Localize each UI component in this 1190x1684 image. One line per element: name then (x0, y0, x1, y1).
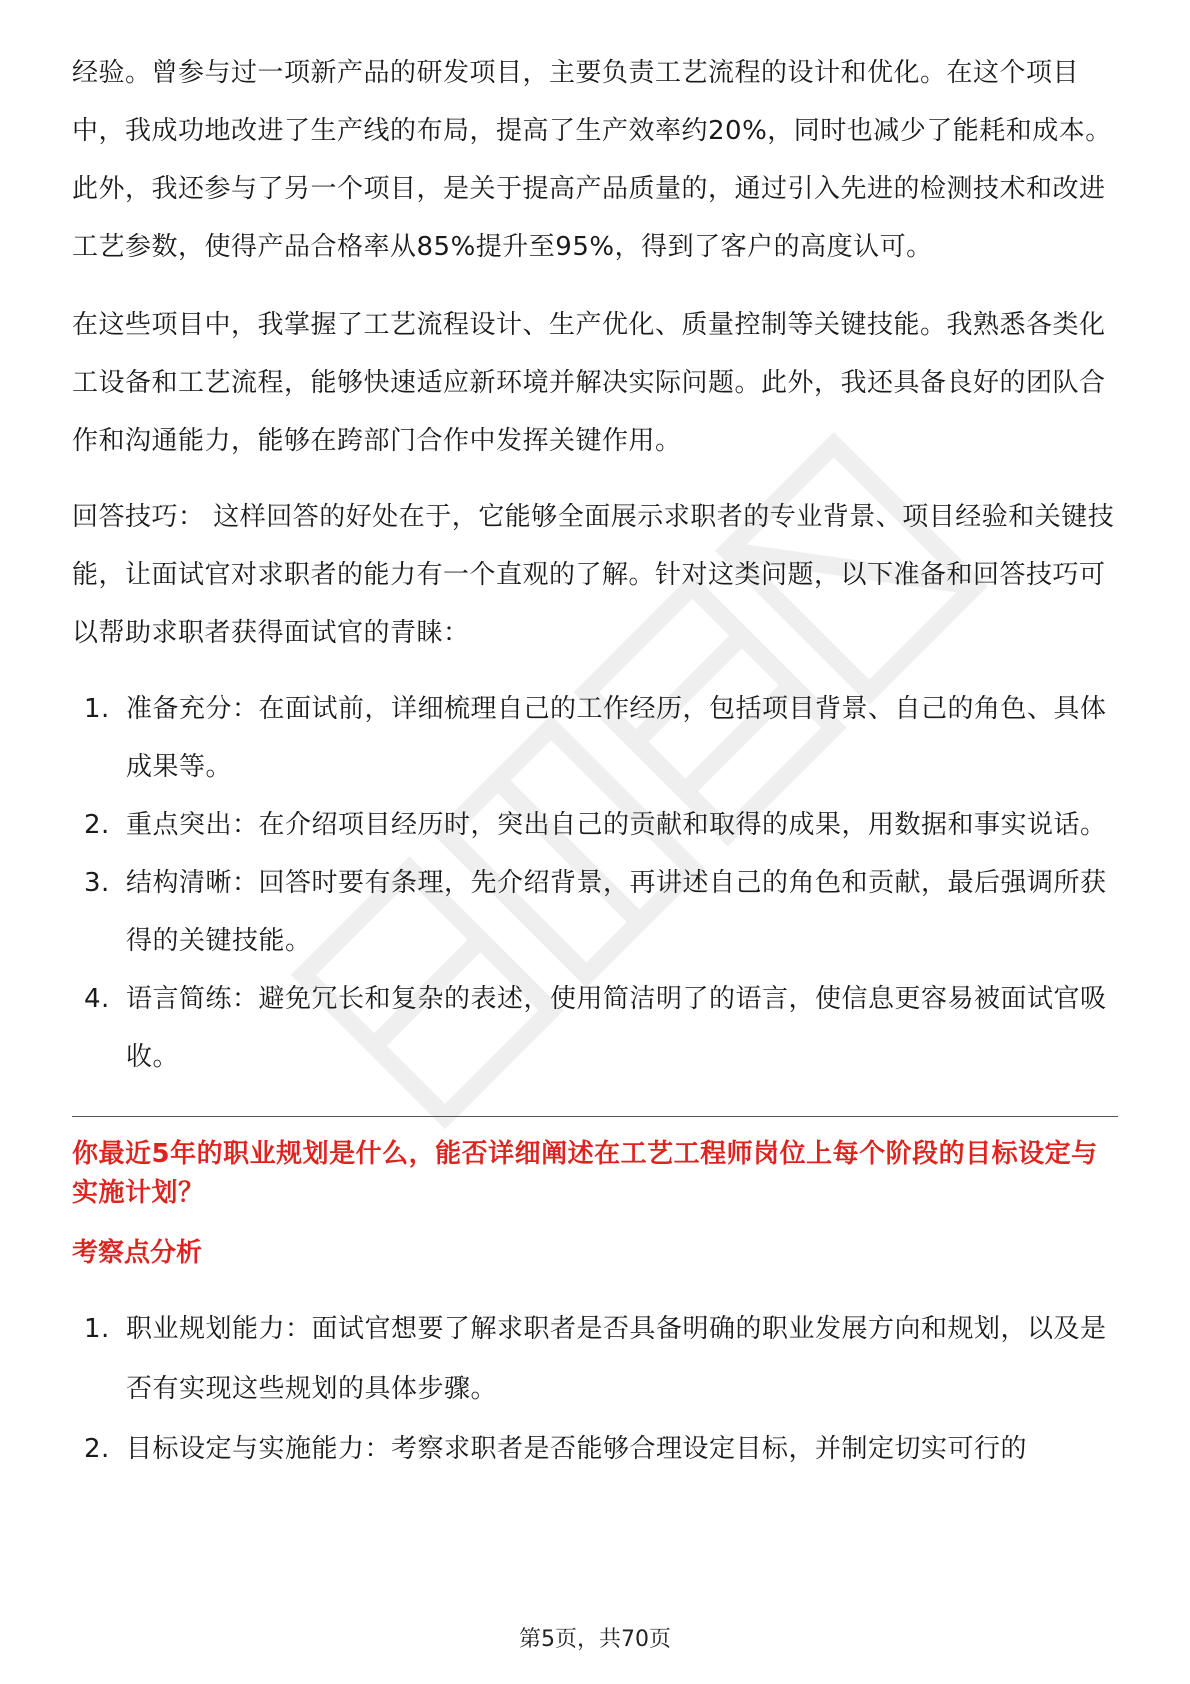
tips-list (72, 680, 1118, 1086)
list-item-number: 2. (84, 1434, 110, 1464)
main-content (72, 44, 1118, 1479)
analysis-points-list (72, 1299, 1118, 1479)
paragraph-project-experience: 经验。曾参与过一项新产品的研发项目，主要负责工艺流程的设计和优化。在这个项目中，我成功地改进了生产线的布局，提高了生产效率约20%，同时也减少了能耗和成本。此外，我还参与了另一个项目，是关于提高产品质量的，通过引入先进的检测技术和改进工艺参数，使得产品合格率从85%提升至95%，得到了客户的高度认可。 (72, 58, 1112, 262)
list-item-number: 2. (84, 810, 110, 840)
page-footer: 第5页，共70页 (519, 1627, 671, 1652)
list-item (72, 854, 1118, 970)
list-item-text: 目标设定与实施能力：考察求职者是否能够合理设定目标，并制定切实可行的 (126, 1434, 1028, 1464)
list-item-number: 3. (84, 868, 110, 898)
analysis-heading: 考察点分析 (72, 1238, 203, 1268)
list-item (72, 1299, 1118, 1419)
question-heading: 你最近5年的职业规划是什么，能否详细阐述在工艺工程师岗位上每个阶段的目标设定与实施计划？ (72, 1139, 1098, 1208)
list-item (72, 1419, 1118, 1479)
list-item (72, 796, 1118, 854)
list-item-text: 语言简练：避免冗长和复杂的表述，使用简洁明了的语言，使信息更容易被面试官吸收。 (126, 984, 1107, 1072)
list-item-text: 重点突出：在介绍项目经历时，突出自己的贡献和取得的成果，用数据和事实说话。 (126, 810, 1107, 840)
list-item-text: 准备充分：在面试前，详细梳理自己的工作经历，包括项目背景、自己的角色、具体成果等。 (126, 694, 1107, 782)
list-item-text: 结构清晰：回答时要有条理，先介绍背景，再讲述自己的角色和贡献，最后强调所获得的关键技能。 (126, 868, 1107, 956)
list-item-number: 1. (84, 694, 110, 724)
section-divider (72, 1116, 1118, 1117)
list-item (72, 970, 1118, 1086)
list-item-number: 4. (84, 984, 110, 1014)
list-item-number: 1. (84, 1314, 110, 1344)
list-item (72, 680, 1118, 796)
paragraph-answer-tips: 回答技巧： 这样回答的好处在于，它能够全面展示求职者的专业背景、项目经验和关键技能，让面试官对求职者的能力有一个直观的了解。针对这类问题，以下准备和回答技巧可以帮助求职者获得面试官的青睐： (72, 502, 1115, 648)
list-item-text: 职业规划能力：面试官想要了解求职者是否具备明确的职业发展方向和规划，以及是否有实现这些规划的具体步骤。 (126, 1314, 1107, 1404)
paragraph-key-skills: 在这些项目中，我掌握了工艺流程设计、生产优化、质量控制等关键技能。我熟悉各类化工设备和工艺流程，能够快速适应新环境并解决实际问题。此外，我还具备良好的团队合作和沟通能力，能够在跨部门合作中发挥关键作用。 (72, 310, 1106, 456)
